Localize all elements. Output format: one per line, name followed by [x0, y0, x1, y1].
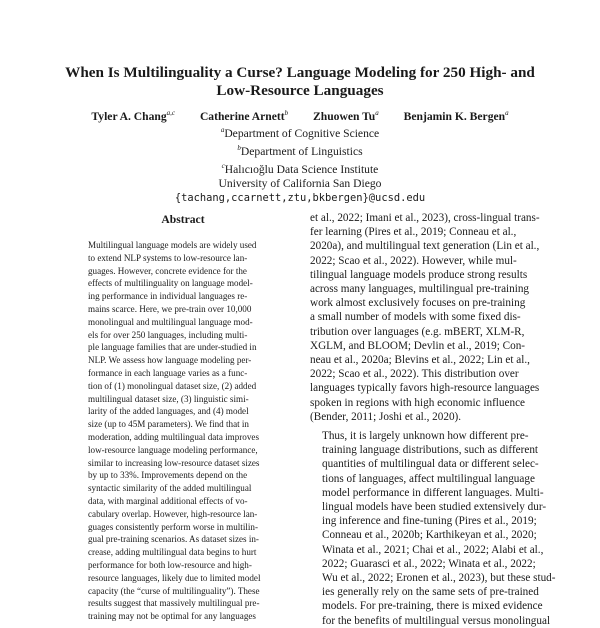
- body-text-line: languages typically favors high-resource languages: [310, 382, 540, 395]
- author-affil-mark: a: [375, 109, 379, 117]
- body-text-line: 2020a), and multilingual text generation (Lin et al.,: [310, 240, 540, 253]
- author: [404, 110, 509, 123]
- title-line-2: Low-Resource Languages: [216, 82, 384, 99]
- abstract-line: ing performance in individual languages re-: [88, 291, 248, 302]
- abstract-line: gual pre-training scenarios. As dataset sizes in-: [88, 534, 259, 545]
- abstract-line: larity of the added languages, and (4) model: [88, 406, 249, 417]
- abstract-line: els for over 250 languages, including multi-: [88, 329, 248, 340]
- abstract-line: to extend NLP systems to low-resource lan-: [88, 252, 248, 263]
- abstract-heading: Abstract: [161, 213, 205, 226]
- author-affil-mark: a: [505, 109, 509, 117]
- abstract-column: [88, 213, 278, 623]
- body-text-line: work almost exclusively focuses on pre-training: [310, 297, 526, 310]
- affiliation: [40, 141, 560, 159]
- abstract-line: guages. However, concrete evidence for the: [88, 265, 247, 276]
- abstract-line: results suggest that massively multilingual pre-: [88, 598, 260, 609]
- abstract-line: similar to increasing low-resource dataset sizes: [88, 457, 260, 468]
- body-text-line: ing inference and fine-tuning (Pires et al., 2019;: [322, 515, 537, 528]
- abstract-line: size (up to 45M parameters). We find that in: [88, 419, 249, 430]
- body-text-line: Thus, it is largely unknown how different pre-: [322, 430, 529, 443]
- abstract-line: monolingual and multilingual language mod-: [88, 316, 253, 327]
- author-affil-mark: b: [284, 109, 289, 117]
- affiliation-mark: b: [237, 143, 241, 152]
- body-text-line: tions of languages, affect multilingual language: [322, 472, 535, 485]
- abstract-line: Multilingual language models are widely used: [88, 240, 257, 250]
- body-text-line: for the benefits of multilingual versus monolingual: [322, 614, 551, 627]
- author: [313, 110, 379, 123]
- body-text-line: et al., 2022; Imani et al., 2023), cross-lingual trans-: [310, 212, 540, 224]
- author-name: Zhuowen Tu: [313, 109, 376, 123]
- body-text-line: 2022; Guarasci et al., 2022; Winata et al., 2022;: [322, 557, 536, 570]
- body-text-line: 2022; Scao et al., 2022). This distribution over: [310, 368, 519, 381]
- affiliation-mark: c: [221, 161, 225, 170]
- abstract-line: data, with marginal additional effects of vo-: [88, 495, 248, 506]
- paper-title: [40, 64, 560, 100]
- body-text-line: neau et al., 2020a; Blevins et al., 2022; Lin et al.,: [310, 354, 530, 367]
- abstract-line: effects of multilinguality on language model-: [88, 278, 253, 289]
- body-text-line: training language distributions, such as different: [322, 444, 539, 457]
- abstract-line: training may not be optimal for any languages: [88, 611, 256, 622]
- body-text-line: Winata et al., 2021; Chai et al., 2022; Alabi et al.,: [322, 543, 544, 556]
- affiliations: [40, 123, 560, 205]
- author: [91, 110, 175, 123]
- abstract-line: ple language families that are under-studied in: [88, 342, 257, 353]
- body-text-line: (Bender, 2011; Joshi et al., 2020).: [310, 410, 462, 423]
- body-text-line: quantities of multilingual data or different selec-: [322, 458, 539, 471]
- intro-paragraph-2: [310, 429, 556, 628]
- abstract-line: syntactic similarity of the added multilingual: [88, 483, 252, 494]
- title-line-1: When Is Multilinguality a Curse? Language Modeling for 250 High- and: [65, 64, 535, 81]
- abstract-line: NLP. We assess how language modeling per-: [88, 355, 252, 366]
- body-text-line: lingual models have been studied extensively dur-: [322, 501, 547, 514]
- university: University of California San Diego: [218, 176, 382, 190]
- body-text-line: ies generally rely on the same sets of pre-trained: [322, 586, 539, 599]
- intro-paragraph-1: [310, 211, 540, 424]
- body-text-line: Wu et al., 2022; Eronen et al., 2023), but these stud-: [322, 572, 556, 585]
- body-column-right: [310, 211, 556, 628]
- abstract-line: moderation, adding multilingual data improves: [88, 431, 259, 442]
- body-text-line: XGLM, and BLOOM; Devlin et al., 2019; Con-: [310, 339, 526, 352]
- body-text-line: spoken in regions with high economic influence: [310, 396, 525, 409]
- body-text-line: tilingual language models produce strong results: [310, 268, 528, 281]
- abstract-line: performance for both low-resource and high-: [88, 559, 252, 570]
- affiliation-text: Halıcıoğlu Data Science Institute: [224, 162, 379, 176]
- abstract-body: [88, 239, 278, 623]
- abstract-line: guages consistently perform worse in multilin-: [88, 521, 258, 532]
- affiliation-text: Department of Linguistics: [240, 144, 363, 158]
- abstract-line: resource languages, likely due to limited model: [88, 572, 261, 583]
- abstract-line: tion of (1) monolingual dataset size, (2) added: [88, 380, 257, 391]
- author-affil-mark: a,c: [166, 109, 176, 117]
- body-text-line: a small number of models with some fixed dis-: [310, 311, 521, 324]
- author-name: Benjamin K. Bergen: [403, 109, 506, 123]
- author-list: [40, 106, 560, 124]
- abstract-line: cabulary overlap. However, high-resource lan-: [88, 508, 258, 519]
- abstract-line: crease, adding multilingual data begins to hurt: [88, 547, 257, 558]
- affiliation-mark: a: [220, 126, 225, 134]
- author-name: Tyler A. Chang: [91, 109, 167, 123]
- abstract-line: multilingual dataset size, (3) linguistic simi-: [88, 393, 249, 404]
- body-text-line: Conneau et al., 2020b; Karthikeyan et al., 2020;: [322, 529, 537, 542]
- author-name: Catherine Arnett: [199, 109, 285, 123]
- body-text-line: tribution over languages (e.g. mBERT, XLM-R,: [310, 325, 525, 338]
- affiliation-text: Department of Cognitive Science: [224, 126, 380, 140]
- body-text-line: across many languages, multilingual pre-training: [310, 283, 530, 296]
- abstract-line: by up to 33%. Improvements depend on the: [88, 470, 248, 481]
- author: [200, 110, 288, 123]
- abstract-line: low-resource language modeling performance,: [88, 444, 258, 455]
- abstract-line: capacity (the “curse of multilinguality”). These: [88, 585, 260, 596]
- abstract-line: formance in each language varies as a func-: [88, 367, 248, 378]
- body-text-line: 2022; Scao et al., 2022). However, while mul-: [310, 254, 517, 267]
- body-text-line: fer learning (Pires et al., 2019; Conneau et al.,: [310, 226, 517, 239]
- abstract-line: mains scarce. Here, we pre-train over 10,000: [88, 303, 252, 314]
- body-text-line: models. For pre-training, there is mixed evidence: [322, 600, 543, 613]
- email-address: {tachang,ccarnett,ztu,bkbergen}@ucsd.edu: [174, 191, 426, 204]
- affiliation: [40, 159, 560, 177]
- affiliation: [40, 123, 560, 141]
- body-text-line: model performance in different languages. Multi-: [322, 486, 544, 499]
